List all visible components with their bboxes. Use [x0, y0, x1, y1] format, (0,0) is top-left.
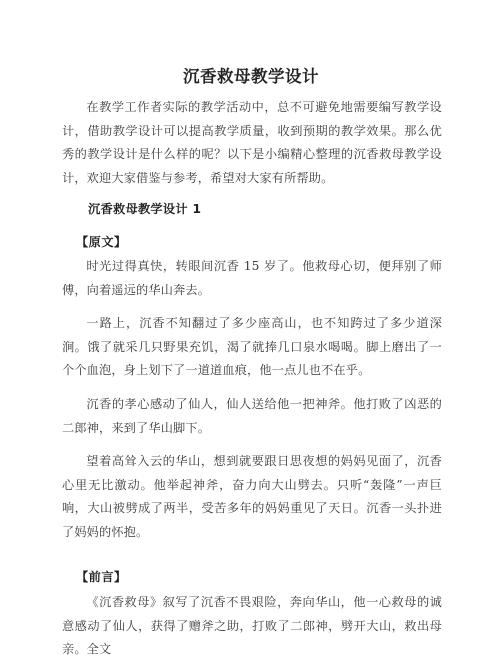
- preface-paragraph: 《沉香救母》叙写了沉香不畏艰险，奔向华山，他一心救母的诚意感动了仙人，获得了赠斧之助，打败了二郎神，劈开大山，救出母亲。全文: [62, 595, 442, 656]
- text-paragraph: 时光过得真快，转眼间沉香 15 岁了。他救母心切，便拜别了师傅，向着遥远的华山奔去。: [62, 259, 442, 297]
- document-title: 沉香救母教学设计: [183, 67, 319, 86]
- section-heading-preface: 【前言】: [76, 570, 127, 584]
- text-paragraph: 望着高耸入云的华山，想到就要跟日思夜想的妈妈见面了，沉香心里无比激动。他举起神斧，奋力向大山劈去。只听“轰隆”一声巨响，大山被劈成了两半，受苦多年的妈妈重见了天日。沉香一头扑进了妈妈的怀抱。: [62, 454, 442, 539]
- text-paragraph: 一路上，沉香不知翻过了多少座高山，也不知跨过了多少道深涧。饿了就采几只野果充饥，渴了就捧几口泉水喝喝。脚上磨出了一个个血泡，身上划下了一道道血痕，他一点儿也不在乎。: [62, 316, 442, 377]
- design-subtitle: 沉香救母教学设计 1: [88, 202, 202, 216]
- section-heading-original: 【原文】: [76, 235, 127, 249]
- text-paragraph: 沉香的孝心感动了仙人，仙人送给他一把神斧。他打败了凶恶的二郎神，来到了华山脚下。: [62, 397, 442, 435]
- intro-paragraph: 在教学工作者实际的教学活动中，总不可避免地需要编写教学设计，借助教学设计可以提高教学质量，收到预期的教学效果。那么优秀的教学设计是什么样的呢？以下是小编精心整理的沉香救母教学设计，欢迎大家借鉴与参考，希望对大家有所帮助。: [62, 100, 442, 185]
